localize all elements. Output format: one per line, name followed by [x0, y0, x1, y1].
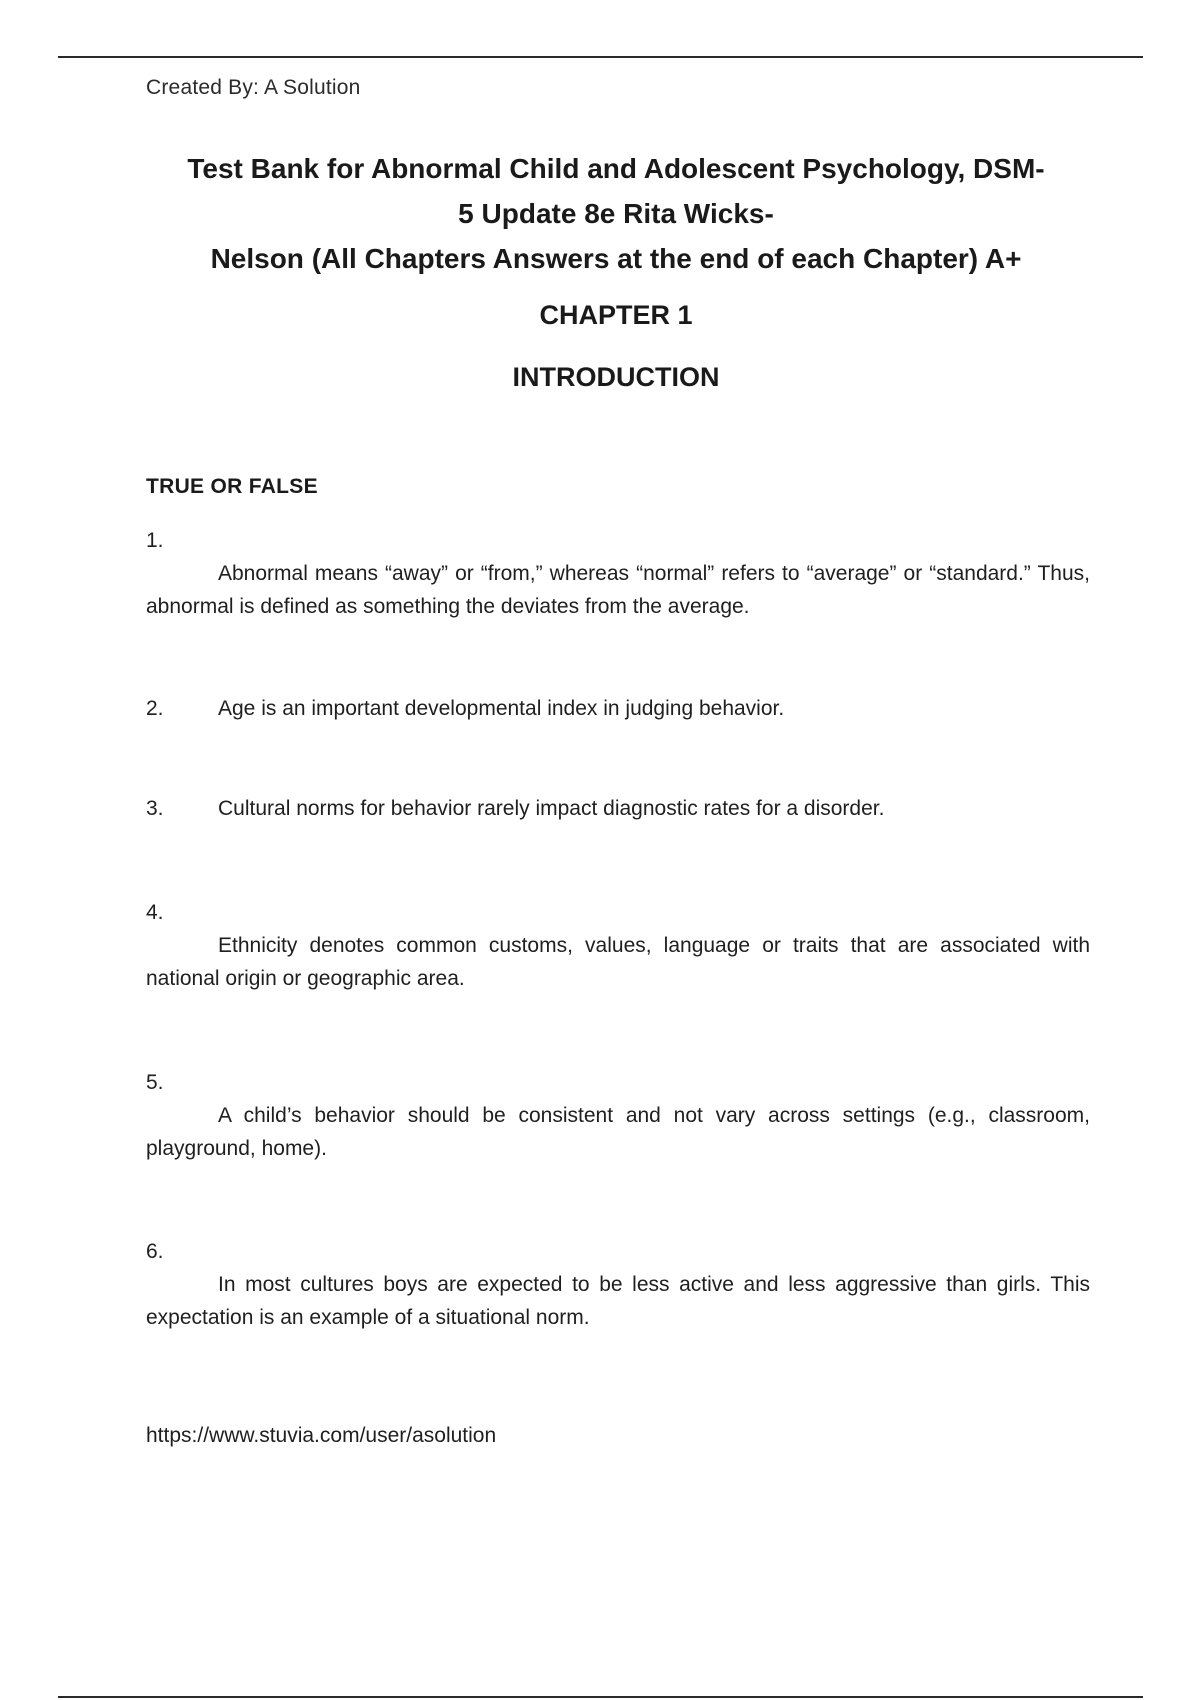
chapter-title: INTRODUCTION	[512, 362, 720, 392]
question-text: Age is an important developmental index in judging behavior.	[218, 697, 785, 720]
question-item	[146, 792, 1090, 825]
question-number: 1.	[146, 529, 164, 552]
question-text: A child’s behavior should be consistent and not vary across settings (e.g., classroom, playground, home).	[146, 1104, 1090, 1160]
bottom-rule	[58, 1696, 1143, 1698]
question-item	[146, 896, 1090, 995]
question-text: In most cultures boys are expected to be less active and less aggressive than girls. This expectation is an example of a situational norm.	[146, 1273, 1090, 1329]
top-rule	[58, 56, 1143, 58]
title-line-2: 5 Update 8e Rita Wicks-	[458, 198, 774, 229]
question-item	[146, 1235, 1090, 1334]
question-item	[146, 1066, 1090, 1165]
title-line-1: Test Bank for Abnormal Child and Adolescent Psychology, DSM-	[187, 153, 1045, 184]
question-text: Ethnicity denotes common customs, values, language or traits that are associated with national origin or geographic area.	[146, 934, 1090, 990]
document-title	[146, 146, 1086, 281]
question-number: 5.	[146, 1071, 164, 1094]
question-number: 4.	[146, 901, 164, 924]
section-heading: TRUE OR FALSE	[146, 475, 318, 498]
question-number: 2.	[146, 697, 164, 720]
question-text: Abnormal means “away” or “from,” whereas “normal” refers to “average” or “standard.” Thus, abnormal is defined as something the deviates from the average.	[146, 562, 1090, 618]
chapter-heading: CHAPTER 1	[539, 300, 693, 330]
question-text: Cultural norms for behavior rarely impact diagnostic rates for a disorder.	[218, 797, 885, 820]
footer-url-link[interactable]: https://www.stuvia.com/user/asolution	[146, 1424, 497, 1447]
question-number: 6.	[146, 1240, 164, 1263]
title-line-3: Nelson (All Chapters Answers at the end of each Chapter) A+	[210, 243, 1022, 274]
created-by-label: Created By: A Solution	[146, 76, 361, 99]
question-number: 3.	[146, 797, 164, 820]
question-item	[146, 692, 1090, 725]
question-item	[146, 524, 1090, 623]
